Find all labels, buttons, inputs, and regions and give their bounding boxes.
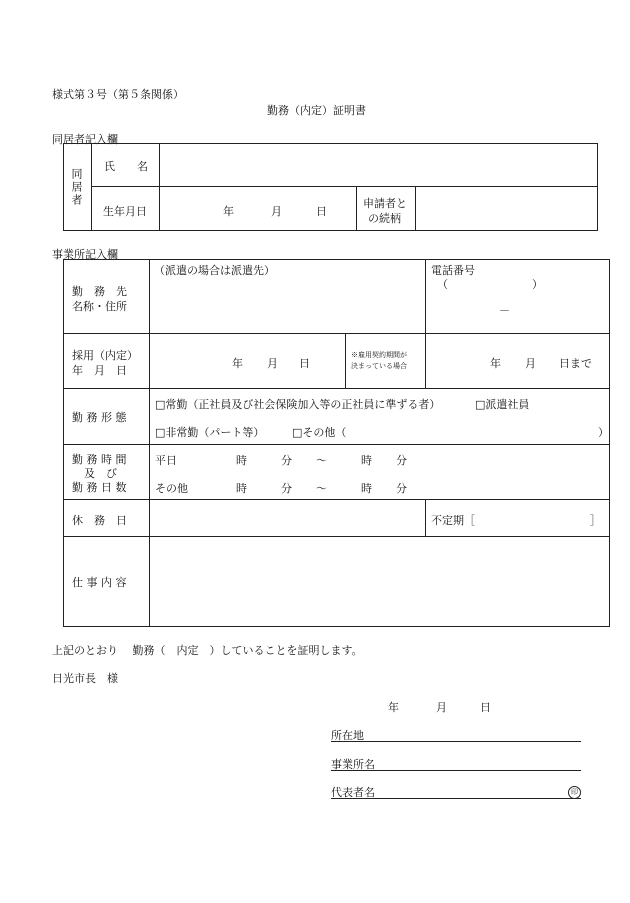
cert-year: 年 — [388, 701, 399, 714]
weekday-start-min: 分 — [281, 454, 292, 467]
holiday-label: 休 務 日 — [72, 514, 127, 527]
job-field[interactable] — [154, 540, 606, 623]
seal-char: 印 — [568, 786, 581, 799]
work-type-other-close: ） — [598, 426, 609, 439]
name-field[interactable] — [164, 148, 592, 180]
contract-end-month: 月 — [525, 357, 536, 370]
cert-month: 月 — [436, 701, 447, 714]
hire-label-line1: 採用（内定） — [72, 349, 138, 362]
workplace-note: （派遣の場合は派遣先） — [154, 264, 275, 277]
contract-note-line2: 決まっている場合 — [351, 362, 407, 370]
hire-month: 月 — [267, 357, 278, 370]
form-number: 様式第３号（第５条関係） — [52, 88, 184, 101]
phone-label: 電話番号 — [431, 264, 475, 277]
irregular-close: ］ — [590, 514, 601, 527]
work-type-other[interactable]: □その他（ — [292, 426, 347, 439]
contract-note-line1: ※雇用契約期間が — [351, 351, 407, 359]
work-type-parttime[interactable]: □非常勤（パート等） — [155, 426, 265, 439]
job-label: 仕 事 内 容 — [72, 576, 127, 589]
hire-label-line2: 年 月 日 — [72, 364, 127, 377]
holiday-field[interactable] — [154, 503, 420, 532]
phone-paren-close: ） — [532, 278, 543, 291]
other-days-label: その他 — [155, 482, 188, 495]
document-title: 勤務（内定）証明書 — [267, 104, 366, 117]
other-end-min: 分 — [396, 482, 407, 495]
certification-statement: 上記のとおり 勤務（ 内定 ）していることを証明します。 — [52, 644, 363, 657]
cohabitant-section-label: 同居者記入欄 — [52, 133, 118, 146]
addressee: 日光市長 様 — [52, 672, 118, 685]
other-start-min: 分 — [281, 482, 292, 495]
other-start-hour: 時 — [236, 482, 247, 495]
seal-mark — [568, 784, 581, 799]
irregular-label: 不定期［ — [431, 514, 475, 527]
hours-label-line1: 勤 務 時 間 — [72, 453, 127, 466]
cert-day: 日 — [480, 701, 491, 714]
address-label: 所在地 — [331, 729, 364, 742]
representative-underline[interactable] — [331, 798, 581, 799]
birthdate-year: 年 — [223, 205, 234, 218]
weekday-label: 平日 — [155, 454, 177, 467]
work-type-dispatch[interactable]: □派遣社員 — [475, 398, 530, 411]
cohabitant-vertical-label: 同居者 — [70, 168, 83, 207]
weekday-tilde: ～ — [316, 454, 327, 467]
work-type-fulltime[interactable]: □常勤（正社員及び社会保険加入等の正社員に準ずる者） — [155, 398, 441, 411]
contract-end-year: 年 — [490, 357, 501, 370]
name-label: 氏 名 — [104, 160, 148, 173]
other-end-hour: 時 — [361, 482, 372, 495]
relation-field[interactable] — [420, 191, 592, 225]
company-underline[interactable] — [331, 770, 581, 771]
contract-end-day: 日まで — [559, 357, 592, 370]
birthdate-day: 日 — [316, 205, 327, 218]
hire-year: 年 — [232, 357, 243, 370]
phone-dash: － — [499, 304, 510, 317]
workplace-label-line2: 名称・住所 — [72, 300, 127, 313]
workplace-field[interactable] — [154, 278, 420, 328]
workplace-label-line1: 勤 務 先 — [72, 285, 127, 298]
relation-label-line1: 申請者と — [363, 197, 407, 210]
weekday-start-hour: 時 — [236, 454, 247, 467]
representative-label: 代表者名 — [331, 786, 375, 799]
birthdate-month: 月 — [271, 205, 282, 218]
address-underline[interactable] — [331, 741, 581, 742]
phone-paren-open: （ — [437, 278, 448, 291]
weekday-end-hour: 時 — [361, 454, 372, 467]
hours-label-line3: 勤 務 日 数 — [72, 481, 127, 494]
weekday-end-min: 分 — [396, 454, 407, 467]
relation-label-line2: の続柄 — [368, 212, 401, 225]
birthdate-label: 生年月日 — [103, 205, 147, 218]
hours-label-line2: 及 び — [84, 467, 117, 480]
work-type-label: 勤 務 形 態 — [72, 411, 127, 424]
other-tilde: ～ — [316, 482, 327, 495]
company-label: 事業所名 — [331, 758, 375, 771]
hire-day: 日 — [299, 357, 310, 370]
employer-section-label: 事業所記入欄 — [52, 248, 118, 261]
